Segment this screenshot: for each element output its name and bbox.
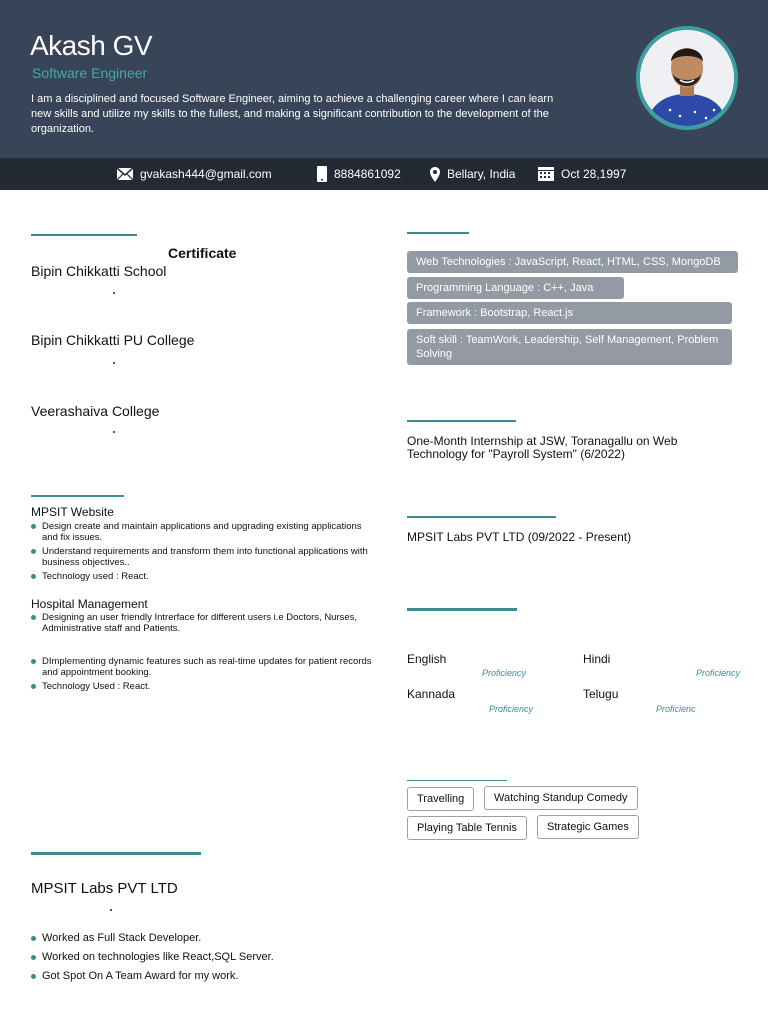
separator-dot [113,431,115,433]
certificate-heading: Certificate [168,245,237,261]
separator-dot [110,909,112,911]
email-text: gvakash444@gmail.com [140,167,272,181]
list-item: Worked on technologies like React,SQL Server. [31,951,361,964]
skill-tag-programming: Programming Language : C++, Java [407,277,624,299]
projects-divider [31,495,124,497]
work-text: MPSIT Labs PVT LTD (09/2022 - Present) [407,530,632,544]
contact-email[interactable] [117,158,272,190]
list-item: Got Spot On A Team Award for my work. [31,970,361,983]
language-english-level: Proficiency [482,668,527,678]
calendar-icon [538,167,554,181]
project-title-1: MPSIT Website [31,505,114,519]
language-telugu: Telugu [583,687,619,701]
hobby-tag-standup-comedy: Watching Standup Comedy [484,786,638,810]
list-item: Designing an user friendly Intrerface for different users i.e Doctors, Nurses, Administrative staff and Patients. [31,612,376,634]
skills-divider [407,232,469,234]
header [0,0,768,158]
internship-divider [407,420,516,422]
language-kannada: Kannada [407,687,456,701]
education-divider [31,234,137,236]
location-pin-icon [430,167,440,182]
experience-divider [31,852,201,855]
language-english: English [407,652,447,666]
candidate-name: Akash GV [30,30,153,61]
experience-bullets [31,932,361,989]
candidate-role: Software Engineer [32,65,148,81]
experience-company: MPSIT Labs PVT LTD [31,880,178,897]
location-text: Bellary, India [447,167,516,181]
list-item: Technology used : React. [31,571,376,582]
language-telugu-level: Proficienc [656,704,696,714]
skill-tag-framework: Framework : Bootstrap, React.js [407,302,732,324]
skill-tag-soft-skill: Soft skill : TeamWork, Leadership, Self Management, Problem Solving [407,329,732,365]
project-2-bullets [31,612,376,695]
contact-phone[interactable] [317,158,401,190]
hobby-tag-travelling: Travelling [407,787,474,811]
language-kannada-level: Proficiency [489,704,534,714]
separator-dot [113,362,115,364]
language-hindi-level: Proficiency [696,668,741,678]
project-title-2: Hospital Management [31,597,148,611]
envelope-icon [117,168,133,180]
work-divider [407,516,556,518]
internship-text: One-Month Internship at JSW, Toranagallu on Web Technology for "Payroll System" (6/2022) [407,434,678,461]
language-hindi: Hindi [583,652,611,666]
list-item: DImplementing dynamic features such as real-time updates for patient records and appointment booking. [31,656,376,678]
profile-summary: I am a disciplined and focused Software Engineer, aiming to achieve a challenging career where I can learn new skills and utilize my skills to the fullest, and making a significant contribution to the development of the organization. [31,93,554,135]
education-item-3: Veerashaiva College [31,403,160,419]
education-item-2: Bipin Chikkatti PU College [31,332,195,348]
list-item: Understand requirements and transform them into functional applications with business objectives.. [31,546,376,568]
list-item: Design create and maintain applications and upgrading existing applications and fix issues. [31,521,376,543]
contact-bar [0,158,768,190]
skill-tag-web: Web Technologies : JavaScript, React, HTML, CSS, MongoDB [407,251,738,273]
phone-icon [317,166,327,182]
hobbies-divider [407,780,507,781]
list-item: Worked as Full Stack Developer. [31,932,361,945]
phone-text: 8884861092 [334,167,401,181]
hobby-tag-table-tennis: Playing Table Tennis [407,816,527,840]
project-1-bullets [31,521,376,585]
list-item: Technology Used : React. [31,681,376,692]
education-item-1: Bipin Chikkatti School [31,263,167,279]
profile-photo [636,26,738,130]
contact-location [430,158,515,190]
separator-dot [113,292,115,294]
person-photo-icon [640,30,734,126]
languages-divider [407,608,517,611]
contact-dob [538,158,626,190]
dob-text: Oct 28,1997 [561,167,627,181]
hobby-tag-strategic-games: Strategic Games [537,815,639,839]
